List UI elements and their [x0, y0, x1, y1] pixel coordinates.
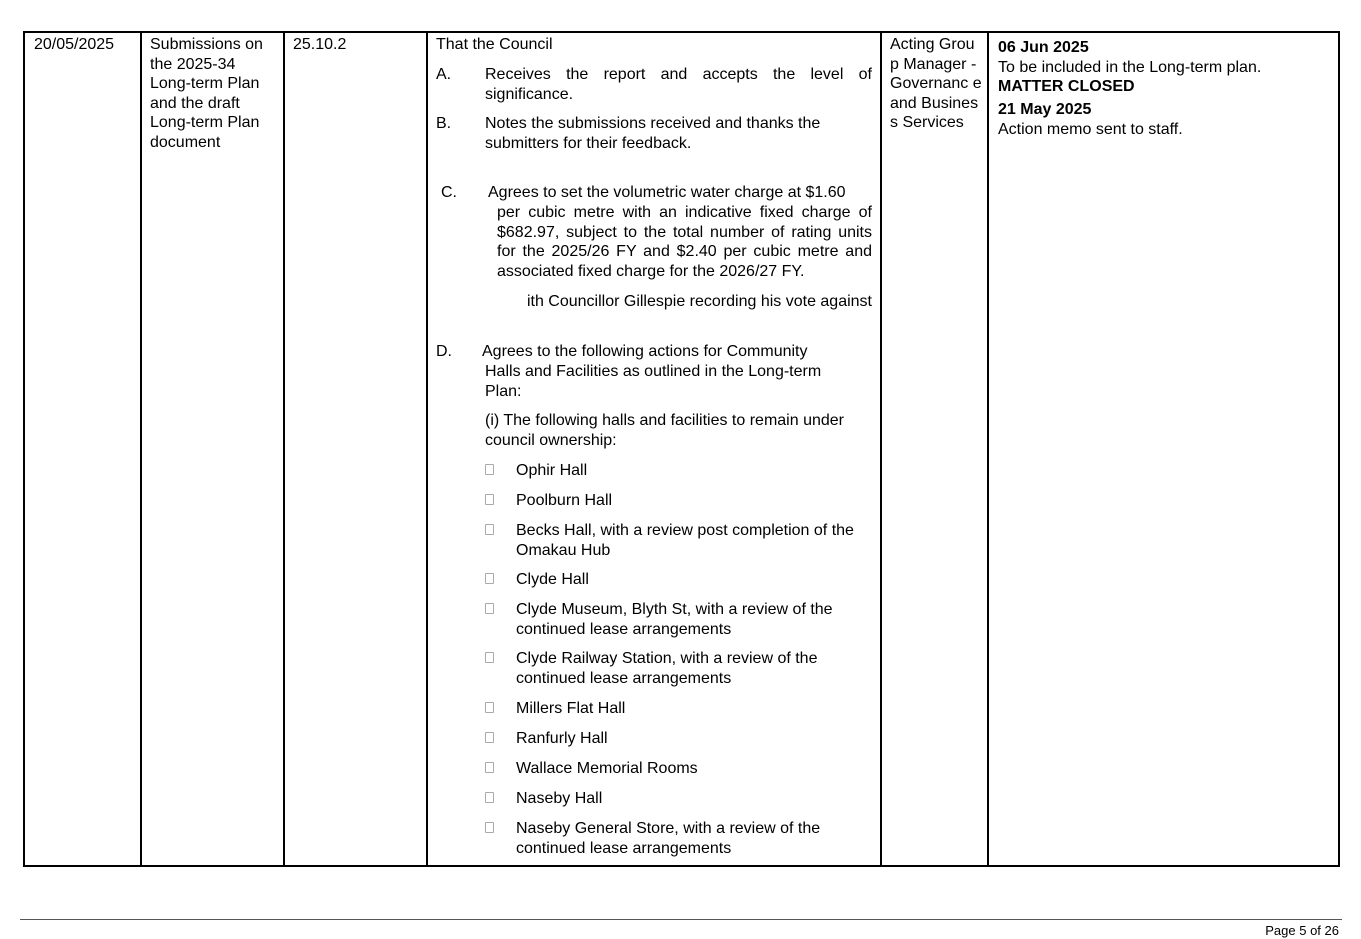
checkbox-glyph-icon	[485, 702, 494, 713]
checkbox-glyph-icon	[485, 494, 494, 505]
clause-text: per cubic metre with an indicative fixed charge of $682.97, subject to the total number of rating units for the 2025/26 FY and $2.40 per cubic metre and associated fixed charge for the 2026/27 FY.	[497, 204, 872, 280]
clause-text-first-line: Agrees to set the volumetric water charge at $1.60	[488, 184, 846, 201]
footer-divider	[20, 919, 1342, 920]
clause-text: Receives the report and accepts the level of significance.	[485, 66, 872, 103]
meeting-date: 20/05/2025	[34, 36, 115, 53]
page-number: Page 5 of 26	[1265, 923, 1339, 938]
clause-label: C.	[441, 184, 457, 201]
clause-text: Notes the submissions received and thanks the submitters for their feedback.	[485, 115, 821, 152]
checkbox-glyph-icon	[485, 732, 494, 743]
action-date: 06 Jun 2025	[998, 39, 1089, 56]
column-divider	[283, 33, 285, 865]
checkbox-glyph-icon	[485, 464, 494, 475]
resolution-intro: That the Council	[436, 36, 553, 53]
clause-label: B.	[436, 115, 452, 132]
item-number: 25.10.2	[293, 36, 347, 53]
clause-label: A.	[436, 66, 452, 83]
checkbox-glyph-icon	[485, 603, 494, 614]
clause-d-sub-intro: (i) The following halls and facilities to remain under council ownership:	[485, 412, 844, 449]
action-date: 21 May 2025	[998, 101, 1092, 118]
clause-label: D.	[436, 343, 452, 360]
column-divider	[426, 33, 428, 865]
checkbox-glyph-icon	[485, 792, 494, 803]
checkbox-glyph-icon	[485, 762, 494, 773]
checkbox-glyph-icon	[485, 573, 494, 584]
action-note: Action memo sent to staff.	[998, 121, 1183, 138]
action-table	[23, 31, 1340, 867]
checkbox-glyph-icon	[485, 822, 494, 833]
checkbox-glyph-icon	[485, 652, 494, 663]
column-divider	[880, 33, 882, 865]
checkbox-glyph-icon	[485, 524, 494, 535]
clause-text-first-line: Agrees to the following actions for Community	[482, 343, 808, 360]
column-divider	[987, 33, 989, 865]
item-subject: Submissions on the 2025-34 Long-term Plan and the draft Long-term Plan document	[150, 36, 263, 151]
responsible-officer	[890, 35, 982, 133]
status-label: MATTER CLOSED	[998, 78, 1135, 95]
column-divider	[140, 33, 142, 865]
action-log-cell	[998, 33, 1338, 865]
vote-note: ith Councillor Gillespie recording his vote against	[526, 293, 872, 310]
action-note: To be included in the Long-term plan.	[998, 59, 1262, 76]
responsible-officer-text: Acting Group Manager - Governanc e and Business Services	[890, 36, 982, 132]
resolution-cell	[436, 33, 872, 865]
halls-list: Ophir Hall Poolburn Hall Becks Hall, with a review post completion of the Omakau Hub Clyde Hall Clyde Museum, Blyth St, with a review of the continued lease arrangements Clyde Railway Station, with a review of the continued lease arrangements Millers Flat Hall Ranfurly Hall Wallace Memorial Rooms Naseby Hall Naseby General Store, with a review of the continued lease arrangements	[485, 33, 872, 865]
clause-text: Halls and Facilities as outlined in the Long-term Plan:	[485, 363, 822, 400]
